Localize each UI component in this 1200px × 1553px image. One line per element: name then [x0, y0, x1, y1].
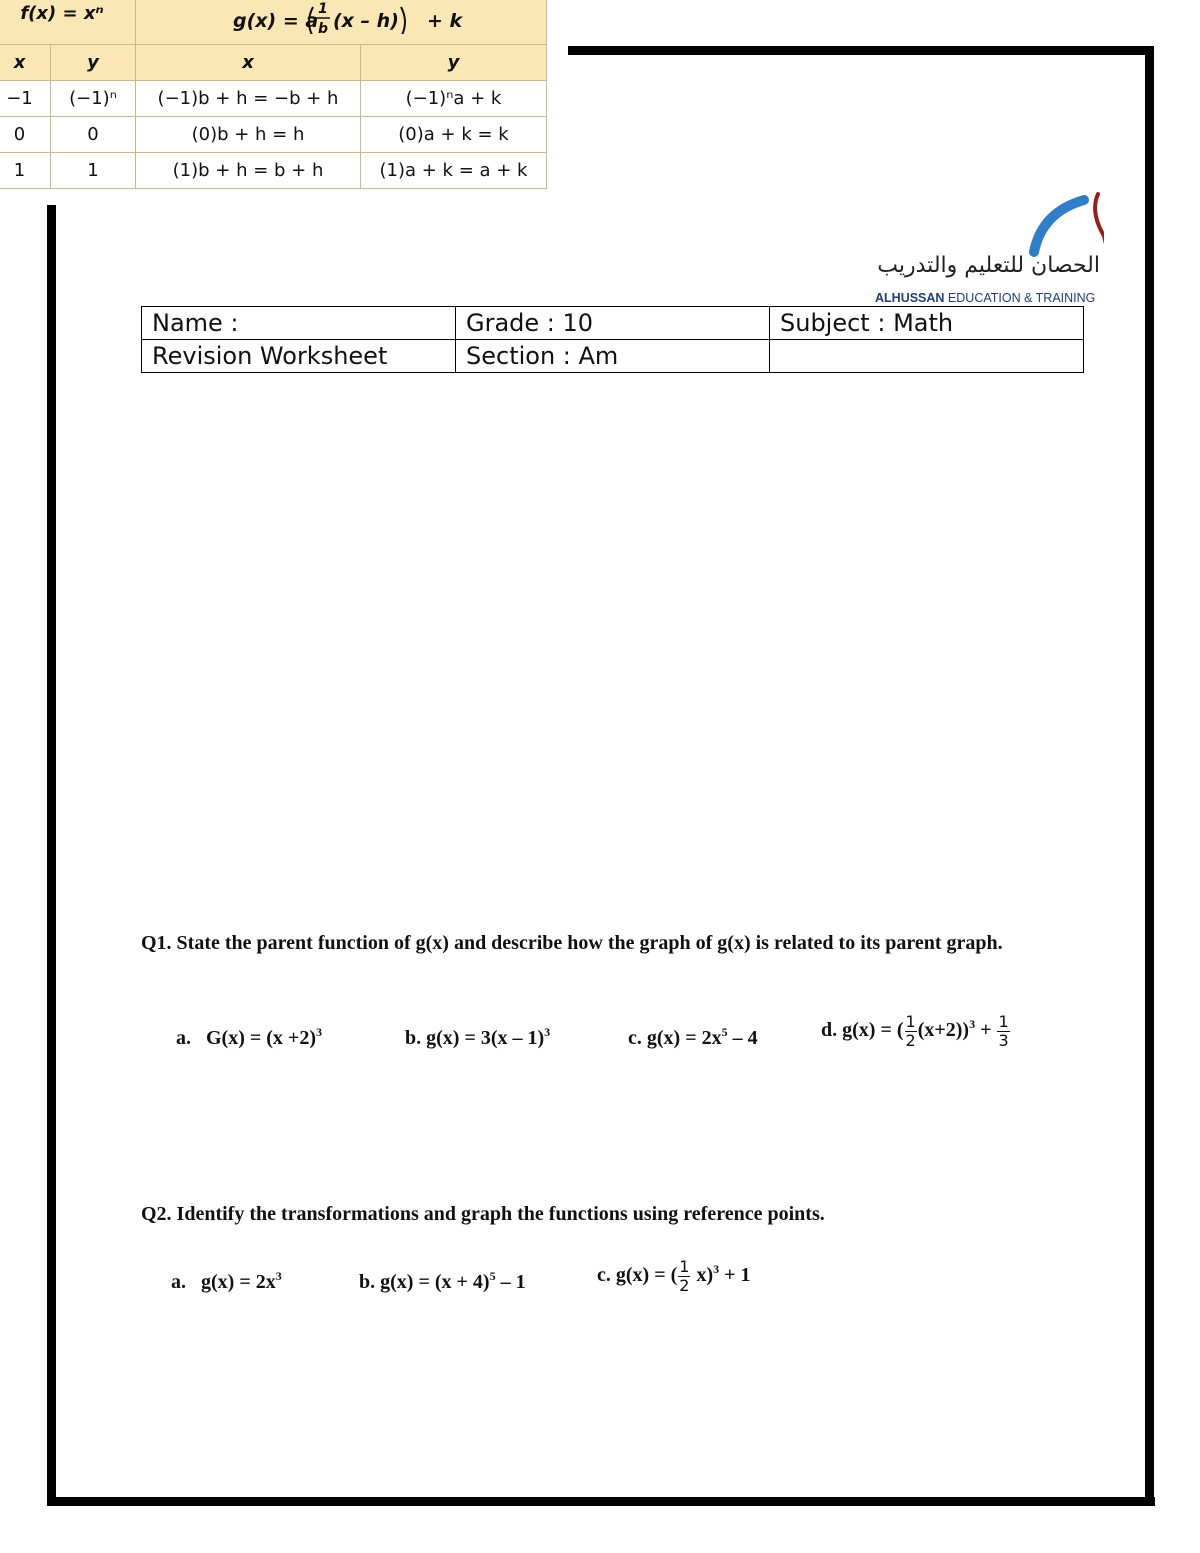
- fraction-numerator: 1: [998, 1012, 1009, 1031]
- table-cell: (0)b + h = h: [136, 117, 361, 153]
- table-cell: −1: [0, 81, 51, 117]
- q2-b-exp: 5: [489, 1269, 496, 1283]
- col-header-x: x: [0, 45, 51, 81]
- page-border-left: [47, 205, 56, 1505]
- q1-a-exp: 3: [316, 1025, 322, 1039]
- q1-d-pre: d. g(x) = (: [821, 1019, 904, 1042]
- reference-table: [0, 0, 547, 189]
- logo-latin-text: [875, 291, 1100, 305]
- section-field: Section : Am: [456, 340, 770, 373]
- parent-function-header: f(x) = xⁿ: [0, 0, 136, 45]
- table-cell: (−1)b + h = −b + h: [136, 81, 361, 117]
- q1-d-plus: +: [975, 1019, 997, 1042]
- svg-text:b: b: [318, 20, 329, 34]
- q2-a-label: a.: [171, 1271, 186, 1293]
- q1-b-expr: b. g(x) = 3(x – 1): [405, 1027, 545, 1049]
- q1-item-c: [628, 1025, 758, 1050]
- q2-item-b: [359, 1269, 526, 1294]
- question-2-title: Q2. Identify the transformations and graph the functions using reference points.: [141, 1203, 825, 1225]
- q2-b-tail: – 1: [495, 1271, 526, 1293]
- q1-item-a: [176, 1025, 322, 1050]
- subject-field: Subject : Math: [770, 307, 1084, 340]
- reference-table-header-row: [0, 0, 547, 45]
- table-cell: (−1)ⁿ: [51, 81, 136, 117]
- q2-b-expr: b. g(x) = (x + 4): [359, 1271, 490, 1293]
- q2-a-exp: 3: [275, 1269, 282, 1283]
- name-field: Name :: [142, 307, 456, 340]
- fraction-numerator: 1: [905, 1012, 916, 1031]
- col-header-y: y: [51, 45, 136, 81]
- q1-item-b: [405, 1025, 550, 1050]
- q2-a-expr: g(x) = 2x: [201, 1271, 276, 1293]
- q2-c-exp: 3: [713, 1262, 720, 1277]
- page-border-bottom: [47, 1497, 1155, 1506]
- q1-d-fraction-1: [905, 1013, 917, 1050]
- worksheet-title: Revision Worksheet: [142, 340, 456, 373]
- question-1-title: Q1. State the parent function of g(x) and describe how the graph of g(x) is related to its parent graph.: [141, 932, 1003, 954]
- table-cell: (1)b + h = b + h: [136, 153, 361, 189]
- q1-a-expr: G(x) = (x +2): [206, 1027, 316, 1049]
- table-cell: (−1)ⁿa + k: [361, 81, 547, 117]
- q1-item-d: [821, 1013, 1011, 1050]
- table-row: [0, 81, 547, 117]
- q2-c-tail: + 1: [719, 1264, 751, 1287]
- logo-arabic-text: الحصان للتعليم والتدريب: [877, 253, 1100, 278]
- svg-text:1: 1: [318, 0, 328, 17]
- col-header-gy: y: [361, 45, 547, 81]
- logo-latin-rest: EDUCATION & TRAINING: [944, 291, 1096, 305]
- table-cell: 1: [51, 153, 136, 189]
- logo-latin-bold: ALHUSSAN: [875, 291, 945, 305]
- q1-d-exp: 3: [969, 1017, 976, 1032]
- q1-a-label: a.: [176, 1027, 191, 1049]
- table-cell: (1)a + k = a + k: [361, 153, 547, 189]
- svg-text:+ k: + k: [427, 9, 463, 32]
- table-cell: 0: [51, 117, 136, 153]
- q1-c-exp: 5: [721, 1025, 728, 1039]
- reference-table-subheader-row: [0, 45, 547, 81]
- q2-c-mid: x): [691, 1264, 714, 1287]
- table-row: [0, 117, 547, 153]
- q1-b-exp: 3: [544, 1025, 551, 1039]
- school-logo: [872, 190, 1104, 312]
- fraction-denominator: 3: [998, 1031, 1009, 1050]
- svg-text:(x – h): (x – h): [333, 9, 399, 32]
- q1-d-fraction-2: [997, 1013, 1009, 1050]
- fraction-numerator: 1: [679, 1257, 690, 1276]
- transformed-function-formula: [201, 0, 481, 34]
- table-row: [142, 307, 1084, 340]
- page-border-right: [1145, 46, 1154, 1506]
- svg-text:g(x) = a: g(x) = a: [233, 9, 319, 32]
- q2-item-c: [597, 1258, 751, 1295]
- table-cell: 1: [0, 153, 51, 189]
- transformed-function-header: [136, 0, 547, 45]
- q2-item-a: [171, 1269, 282, 1294]
- table-cell: (0)a + k = k: [361, 117, 547, 153]
- table-row: [0, 153, 547, 189]
- q1-c-tail: – 4: [727, 1027, 758, 1049]
- fraction-denominator: 2: [905, 1031, 916, 1050]
- q1-c-expr: c. g(x) = 2x: [628, 1027, 722, 1049]
- q2-c-pre: c. g(x) = (: [597, 1264, 678, 1287]
- table-cell: 0: [0, 117, 51, 153]
- empty-field: [770, 340, 1084, 373]
- q2-c-fraction: [678, 1258, 690, 1295]
- grade-field: Grade : 10: [456, 307, 770, 340]
- page-border-top: [568, 46, 1154, 55]
- fraction-denominator: 2: [679, 1276, 690, 1295]
- q1-d-mid: (x+2)): [917, 1019, 970, 1042]
- col-header-gx: x: [136, 45, 361, 81]
- worksheet-header-table: [141, 306, 1084, 373]
- table-row: [142, 340, 1084, 373]
- logo-mark-icon: [872, 190, 1104, 260]
